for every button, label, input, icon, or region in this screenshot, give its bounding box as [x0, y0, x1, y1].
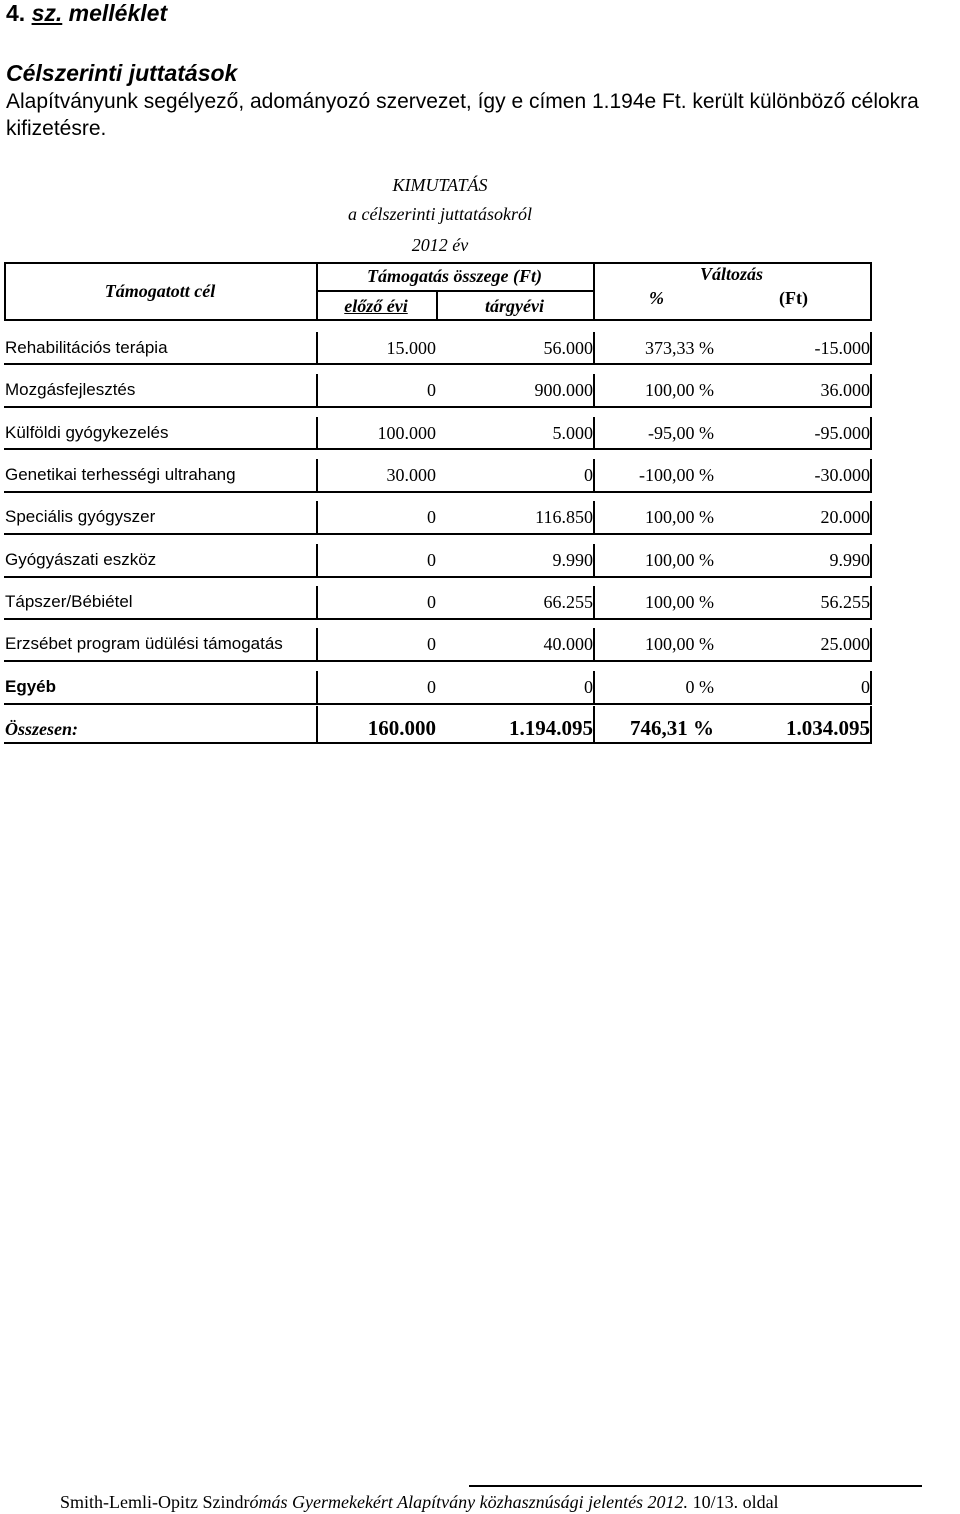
footer-org: Smith-Lemli-Opitz Szindr: [60, 1492, 250, 1512]
report-subtitle: a célszerinti juttatásokról: [348, 204, 532, 224]
row-col-rule: [316, 671, 318, 705]
row-pct-value: -100,00 %: [639, 465, 714, 485]
annex-word: melléklet: [68, 0, 168, 26]
intro-text-line1: Alapítványunk segélyező, adományozó szervezet, így e címen 1.194e Ft. került különböző célokra: [6, 90, 919, 113]
row-label: Rehabilitációs terápia: [5, 338, 168, 357]
total-rule: [4, 742, 872, 744]
annex-heading: [6, 0, 167, 27]
row-current-value: 5.000: [552, 423, 593, 443]
row-pct-value: 0 %: [685, 677, 714, 697]
header-prev: előző évi: [344, 296, 408, 316]
row-change-value: 36.000: [820, 380, 870, 400]
row-label: Egyéb: [5, 677, 57, 696]
row-prev-value: 0: [427, 380, 436, 400]
row-rule: [4, 660, 872, 662]
row-col-rule: [870, 459, 872, 493]
row-pct-value: 373,33 %: [645, 338, 714, 358]
row-change-value: -15.000: [814, 338, 870, 358]
header-ft: (Ft): [779, 288, 808, 308]
row-label: Gyógyászati eszköz: [5, 550, 157, 569]
annex-number: 4.: [6, 0, 26, 26]
row-pct-value: 100,00 %: [645, 592, 714, 612]
total-prev-value: 160.000: [367, 716, 436, 740]
header-mid-rule: [316, 290, 593, 292]
header-bottom-rule: [4, 319, 872, 321]
row-col-rule: [593, 459, 595, 493]
row-pct-value: 100,00 %: [645, 550, 714, 570]
row-label: Külföldi gyógykezelés: [5, 423, 169, 442]
row-label: Erzsébet program üdülési támogatás: [5, 634, 283, 653]
row-change-value: 56.255: [820, 592, 870, 612]
total-current-value: 1.194.095: [509, 716, 593, 740]
row-pct-value: 100,00 %: [645, 507, 714, 527]
row-rule: [4, 533, 872, 535]
row-col-rule: [316, 417, 318, 450]
row-label: Tápszer/Bébiétel: [5, 592, 133, 611]
row-col-rule: [593, 671, 595, 705]
total-label: Összesen:: [5, 719, 79, 739]
header-pct: %: [649, 288, 664, 308]
row-label: Genetikai terhességi ultrahang: [5, 465, 236, 484]
row-current-value: 0: [584, 677, 593, 697]
row-col-rule: [316, 544, 318, 578]
row-rule: [4, 576, 872, 578]
row-col-rule: [870, 628, 872, 662]
row-change-value: -95.000: [814, 423, 870, 443]
row-rule: [4, 618, 872, 620]
row-col-rule: [316, 628, 318, 662]
header-amount-group: Támogatás összege (Ft): [367, 266, 542, 286]
row-col-rule: [870, 586, 872, 620]
total-pct-value: 746,31 %: [630, 716, 714, 740]
page-footer: [60, 1492, 779, 1513]
row-col-rule: [593, 544, 595, 578]
row-col-rule: [870, 374, 872, 408]
row-col-rule: [316, 501, 318, 535]
row-current-value: 40.000: [543, 634, 593, 654]
row-pct-value: 100,00 %: [645, 634, 714, 654]
row-rule: [4, 448, 872, 450]
total-col-rule: [316, 706, 318, 744]
row-rule: [4, 363, 872, 365]
row-col-rule: [870, 417, 872, 450]
total-change-value: 1.034.095: [786, 716, 870, 740]
header-current: tárgyévi: [485, 296, 544, 316]
row-prev-value: 15.000: [386, 338, 436, 358]
row-prev-value: 0: [427, 677, 436, 697]
intro-text-line2: kifizetésre.: [6, 117, 107, 140]
row-current-value: 900.000: [534, 380, 593, 400]
row-col-rule: [593, 374, 595, 408]
row-current-value: 0: [584, 465, 593, 485]
row-col-rule: [870, 501, 872, 535]
row-rule: [4, 491, 872, 493]
row-prev-value: 0: [427, 592, 436, 612]
row-change-value: 25.000: [820, 634, 870, 654]
footer-report: ómás Gyermekekért Alapítvány közhasznúsági jelentés 2012.: [249, 1492, 689, 1512]
row-col-rule: [593, 586, 595, 620]
row-col-rule: [870, 332, 872, 365]
row-change-value: 9.990: [829, 550, 870, 570]
row-col-rule: [316, 586, 318, 620]
row-col-rule: [593, 332, 595, 365]
row-rule: [4, 406, 872, 408]
footer-rule: [469, 1485, 922, 1487]
row-col-rule: [316, 459, 318, 493]
row-col-rule: [593, 417, 595, 450]
row-current-value: 9.990: [552, 550, 593, 570]
header-change-group: Változás: [699, 264, 764, 284]
total-col-rule: [870, 706, 872, 744]
header-target: Támogatott cél: [104, 281, 216, 301]
row-prev-value: 0: [427, 550, 436, 570]
row-prev-value: 0: [427, 634, 436, 654]
row-pct-value: 100,00 %: [645, 380, 714, 400]
annex-abbr: sz.: [31, 0, 63, 26]
header-right-rule: [870, 262, 872, 321]
row-col-rule: [316, 374, 318, 408]
row-col-rule: [870, 671, 872, 705]
total-col-rule: [593, 706, 595, 744]
row-rule: [4, 703, 872, 705]
section-title: Célszerinti juttatások: [6, 60, 238, 86]
row-current-value: 56.000: [543, 338, 593, 358]
row-current-value: 116.850: [535, 507, 593, 527]
report-year: 2012 év: [411, 235, 469, 255]
row-prev-value: 100.000: [377, 423, 436, 443]
row-label: Speciális gyógyszer: [5, 507, 156, 526]
row-col-rule: [593, 628, 595, 662]
row-label: Mozgásfejlesztés: [5, 380, 136, 399]
row-pct-value: -95,00 %: [648, 423, 714, 443]
row-change-value: 0: [861, 677, 870, 697]
row-prev-value: 30.000: [386, 465, 436, 485]
row-prev-value: 0: [427, 507, 436, 527]
row-change-value: -30.000: [814, 465, 870, 485]
report-title: KIMUTATÁS: [392, 175, 488, 195]
row-col-rule: [316, 332, 318, 365]
footer-page-number: 10/13. oldal: [692, 1492, 779, 1512]
row-current-value: 66.255: [543, 592, 593, 612]
row-change-value: 20.000: [820, 507, 870, 527]
row-col-rule: [870, 544, 872, 578]
row-col-rule: [593, 501, 595, 535]
